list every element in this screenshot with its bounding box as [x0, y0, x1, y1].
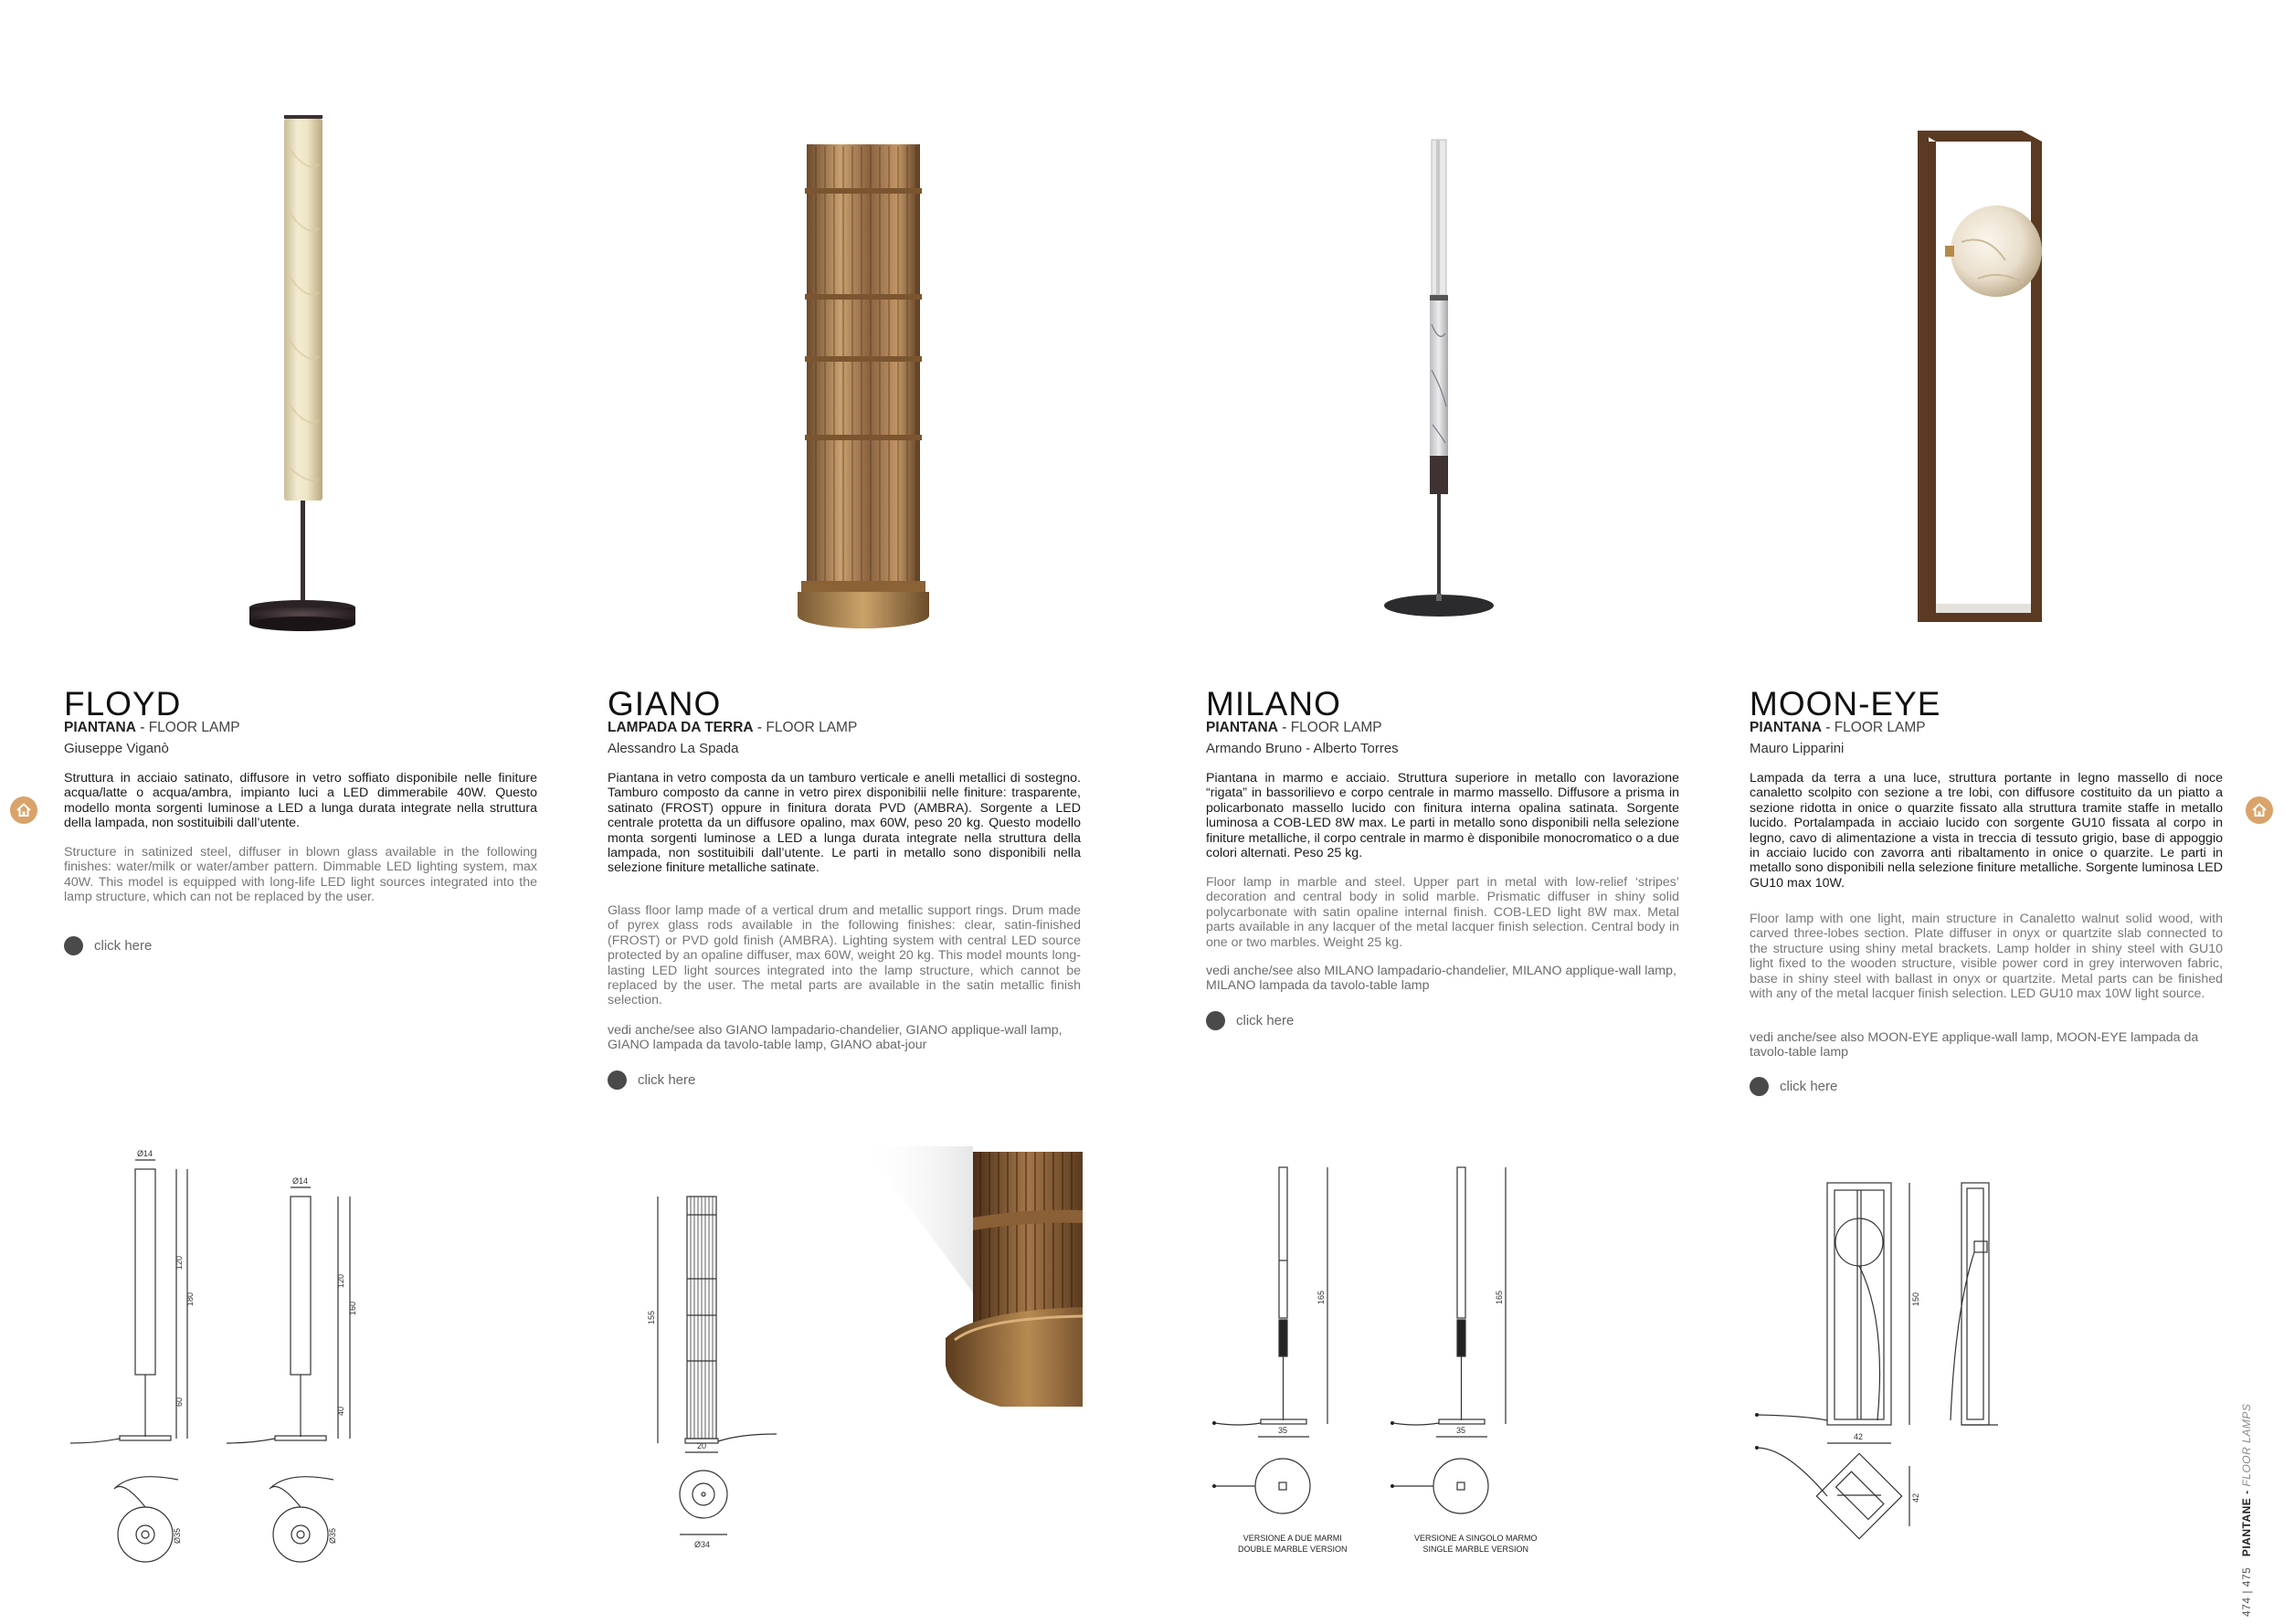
dim-label: Ø35: [173, 1527, 182, 1544]
dim-label: 35: [1278, 1426, 1288, 1435]
dim-label: Ø34: [694, 1540, 711, 1549]
product-title-milano: MILANO: [1206, 685, 1341, 722]
dim-label: 160: [348, 1301, 357, 1315]
description-english: Floor lamp with one light, main structure in Canaletto walnut solid wood, with carved three-lobes section. Plate diffuser in onyx or quartzite slab connected to the structure using shiny metal brackets. Lamp holder in shiny steel with GU10 light fixed to the wooden structure, visible power cord in grey interwoven fabric, base in shiny steel with ballast in onyx or quartzite. Metal parts can be finished with any of the metal lacquer finish selection. LED GU10 max 10W light source.: [1750, 912, 2223, 1002]
floyd-technical-drawing: [59, 1142, 379, 1571]
dim-label: 165: [1316, 1290, 1326, 1304]
product-category: PIANTANA - FLOOR LAMP: [64, 720, 240, 735]
link-dot-icon: [608, 1070, 627, 1090]
see-also-text: vedi anche/see also MILANO lampadario-chandelier, MILANO applique-wall lamp, MILANO lampada da tavolo-table lamp: [1206, 964, 1676, 994]
description-english: Structure in satinized steel, diffuser in blown glass available in the following finishes: water/milk or water/amber pattern. Dimmable LED lighting system, max 40W. This model is equipped with long-life LED light sources integrated into the lamp structure, which can not be replaced by the user.: [64, 845, 537, 905]
dim-label: 155: [647, 1310, 656, 1324]
giano-lamp-photo: [781, 137, 946, 639]
dim-label: 120: [174, 1255, 184, 1270]
home-icon: [2251, 802, 2268, 818]
description-english: Floor lamp in marble and steel. Upper part in metal with low-relief ‘stripes’ decoration and central body in solid marble. Prismatic diffuser in shiny solid polycarbonate with satin opaline internal finish. COB-LED light 8W max. Metal parts available in any lacquer of the metal lacquer finish selection. Central body in one or two marbles. Weight 25 kg.: [1206, 875, 1679, 950]
product-title-floyd: FLOYD: [64, 685, 182, 722]
product-title-giano: GIANO: [608, 685, 722, 722]
dim-label: 180: [185, 1292, 195, 1306]
product-category: PIANTANA - FLOOR LAMP: [1206, 720, 1382, 735]
see-also-text: vedi anche/see also GIANO lampadario-chandelier, GIANO applique-wall lamp, GIANO lampada da tavolo-table lamp, GIANO abat-jour: [608, 1023, 1063, 1053]
milano-technical-drawing: [1201, 1160, 1530, 1562]
designer-name: Mauro Lipparini: [1750, 741, 1845, 756]
milano-lamp-photo: [1370, 132, 1507, 635]
link-dot-icon: [64, 936, 83, 955]
moon-eye-lamp-photo: [1905, 123, 2097, 635]
giano-technical-drawing: [640, 1178, 804, 1562]
designer-name: Giuseppe Viganò: [64, 741, 169, 756]
click-here-link[interactable]: click here: [1750, 1077, 1837, 1096]
page-footer: 474 | 475 PIANTANE - FLOOR LAMPS: [2240, 1403, 2253, 1617]
description-italian: Piantana in vetro composta da un tamburo verticale e anelli metallici di sostegno. Tamburo composto da canne in vetro pirex disponibilii nelle finiture: trasparente, satinato (FROST) oppure in finitura dorata PVD (AMBRA). Sorgente a LED centrale protetta da un diffusore opalino, max 60W, peso 20 kg. Questo modello monta sorgenti luminose a LED a lunga durata integrate nella struttura della lampada, non sostituibili dall’utente. Le parti in metallo sono disponibili nella selezione finiture metalliche satinate.: [608, 771, 1081, 876]
dim-label: 165: [1495, 1290, 1504, 1304]
product-category: PIANTANA - FLOOR LAMP: [1750, 720, 1926, 735]
dim-label: 35: [1456, 1426, 1466, 1435]
dim-label: 40: [336, 1406, 345, 1416]
dim-label: 60: [174, 1397, 184, 1407]
dim-label: 150: [1911, 1292, 1920, 1306]
see-also-text: vedi anche/see also MOON-EYE applique-wall lamp, MOON-EYE lampada da tavolo-table lamp: [1750, 1030, 2199, 1060]
drawing-caption-double-marble: VERSIONE A DUE MARMI DOUBLE MARBLE VERSION: [1238, 1534, 1348, 1554]
dim-label: 20: [697, 1441, 707, 1450]
dim-label: 42: [1854, 1432, 1864, 1441]
dim-label: Ø35: [328, 1527, 337, 1544]
home-icon: [16, 802, 32, 818]
drawing-caption-single-marble: VERSIONE A SINGOLO MARMO SINGLE MARBLE VERSION: [1414, 1534, 1538, 1554]
dim-label: 120: [336, 1273, 345, 1288]
floyd-lamp-photo: [233, 110, 370, 639]
link-dot-icon: [1206, 1011, 1225, 1030]
dim-label: Ø14: [292, 1176, 309, 1186]
click-here-link[interactable]: click here: [1206, 1011, 1294, 1030]
click-here-link[interactable]: click here: [608, 1070, 695, 1090]
designer-name: Alessandro La Spada: [608, 741, 739, 756]
link-dot-icon: [1750, 1077, 1769, 1096]
home-button-right[interactable]: [2246, 796, 2273, 824]
description-italian: Lampada da terra a una luce, struttura portante in legno massello di noce canaletto scolpito con sezione a tre lobi, con diffusore costituito da un piatto a sezione ridotta in onice o quarzite fissato alla struttura tramite staffe in metallo lucido. Portalampada in acciaio lucido con sorgente GU10 fissata al corpo in legno, cavo di alimentazione a vista in treccia di tessuto grigio, base di appoggio in acciaio lucido con zavorra anti ribaltamento in onice o quarzite. Le parti in metallo sono disponibili nella selezione finiture metalliche. Sorgente luminosa LED GU10 max 10W.: [1750, 771, 2223, 891]
product-title-moon-eye: MOON-EYE: [1750, 685, 1941, 722]
dim-label: Ø14: [137, 1149, 153, 1158]
description-english: Glass floor lamp made of a vertical drum and metallic support rings. Drum made of pyrex glass rods available in the following finishes: clear, satin-finished (FROST) or PVD gold finish (AMBRA). Lighting system with central LED source protected by an opaline diffuser, max 60W, weight 20 kg. This model mounts long-lasting LED light sources integrated into the lamp structure, which cannot be replaced by the user. The metal parts are available in the satin metallic finish selection.: [608, 903, 1081, 1008]
description-italian: Struttura in acciaio satinato, diffusore in vetro soffiato disponibile nelle finiture acqua/latte o acqua/ambra, impianto luci a LED dimmerabile 40W. Questo modello monta sorgenti luminose a LED a lunga durata integrate nella struttura della lampada, non sostituibili dall’utente.: [64, 771, 537, 831]
designer-name: Armando Bruno - Alberto Torres: [1206, 741, 1399, 756]
home-button-left[interactable]: [10, 796, 37, 824]
description-italian: Piantana in marmo e acciaio. Struttura superiore in metallo con lavorazione “rigata” in bassorilievo e corpo centrale in marmo massello. Diffusore a prisma in policarbonato massello lucido con finitura interna opalina satinata. Sorgente luminosa a COB-LED 8W max. Le parti in metallo sono disponibili nella selezione finiture metalliche, il corpo centrale in marmo è disponibile monocromatico o a due colori alternati. Peso 25 kg.: [1206, 771, 1679, 861]
click-here-link[interactable]: click here: [64, 936, 152, 955]
giano-detail-photo: [863, 1146, 1083, 1407]
product-category: LAMPADA DA TERRA - FLOOR LAMP: [608, 720, 858, 735]
dim-label: 42: [1911, 1492, 1920, 1503]
moon-eye-technical-drawing: [1750, 1174, 2042, 1562]
